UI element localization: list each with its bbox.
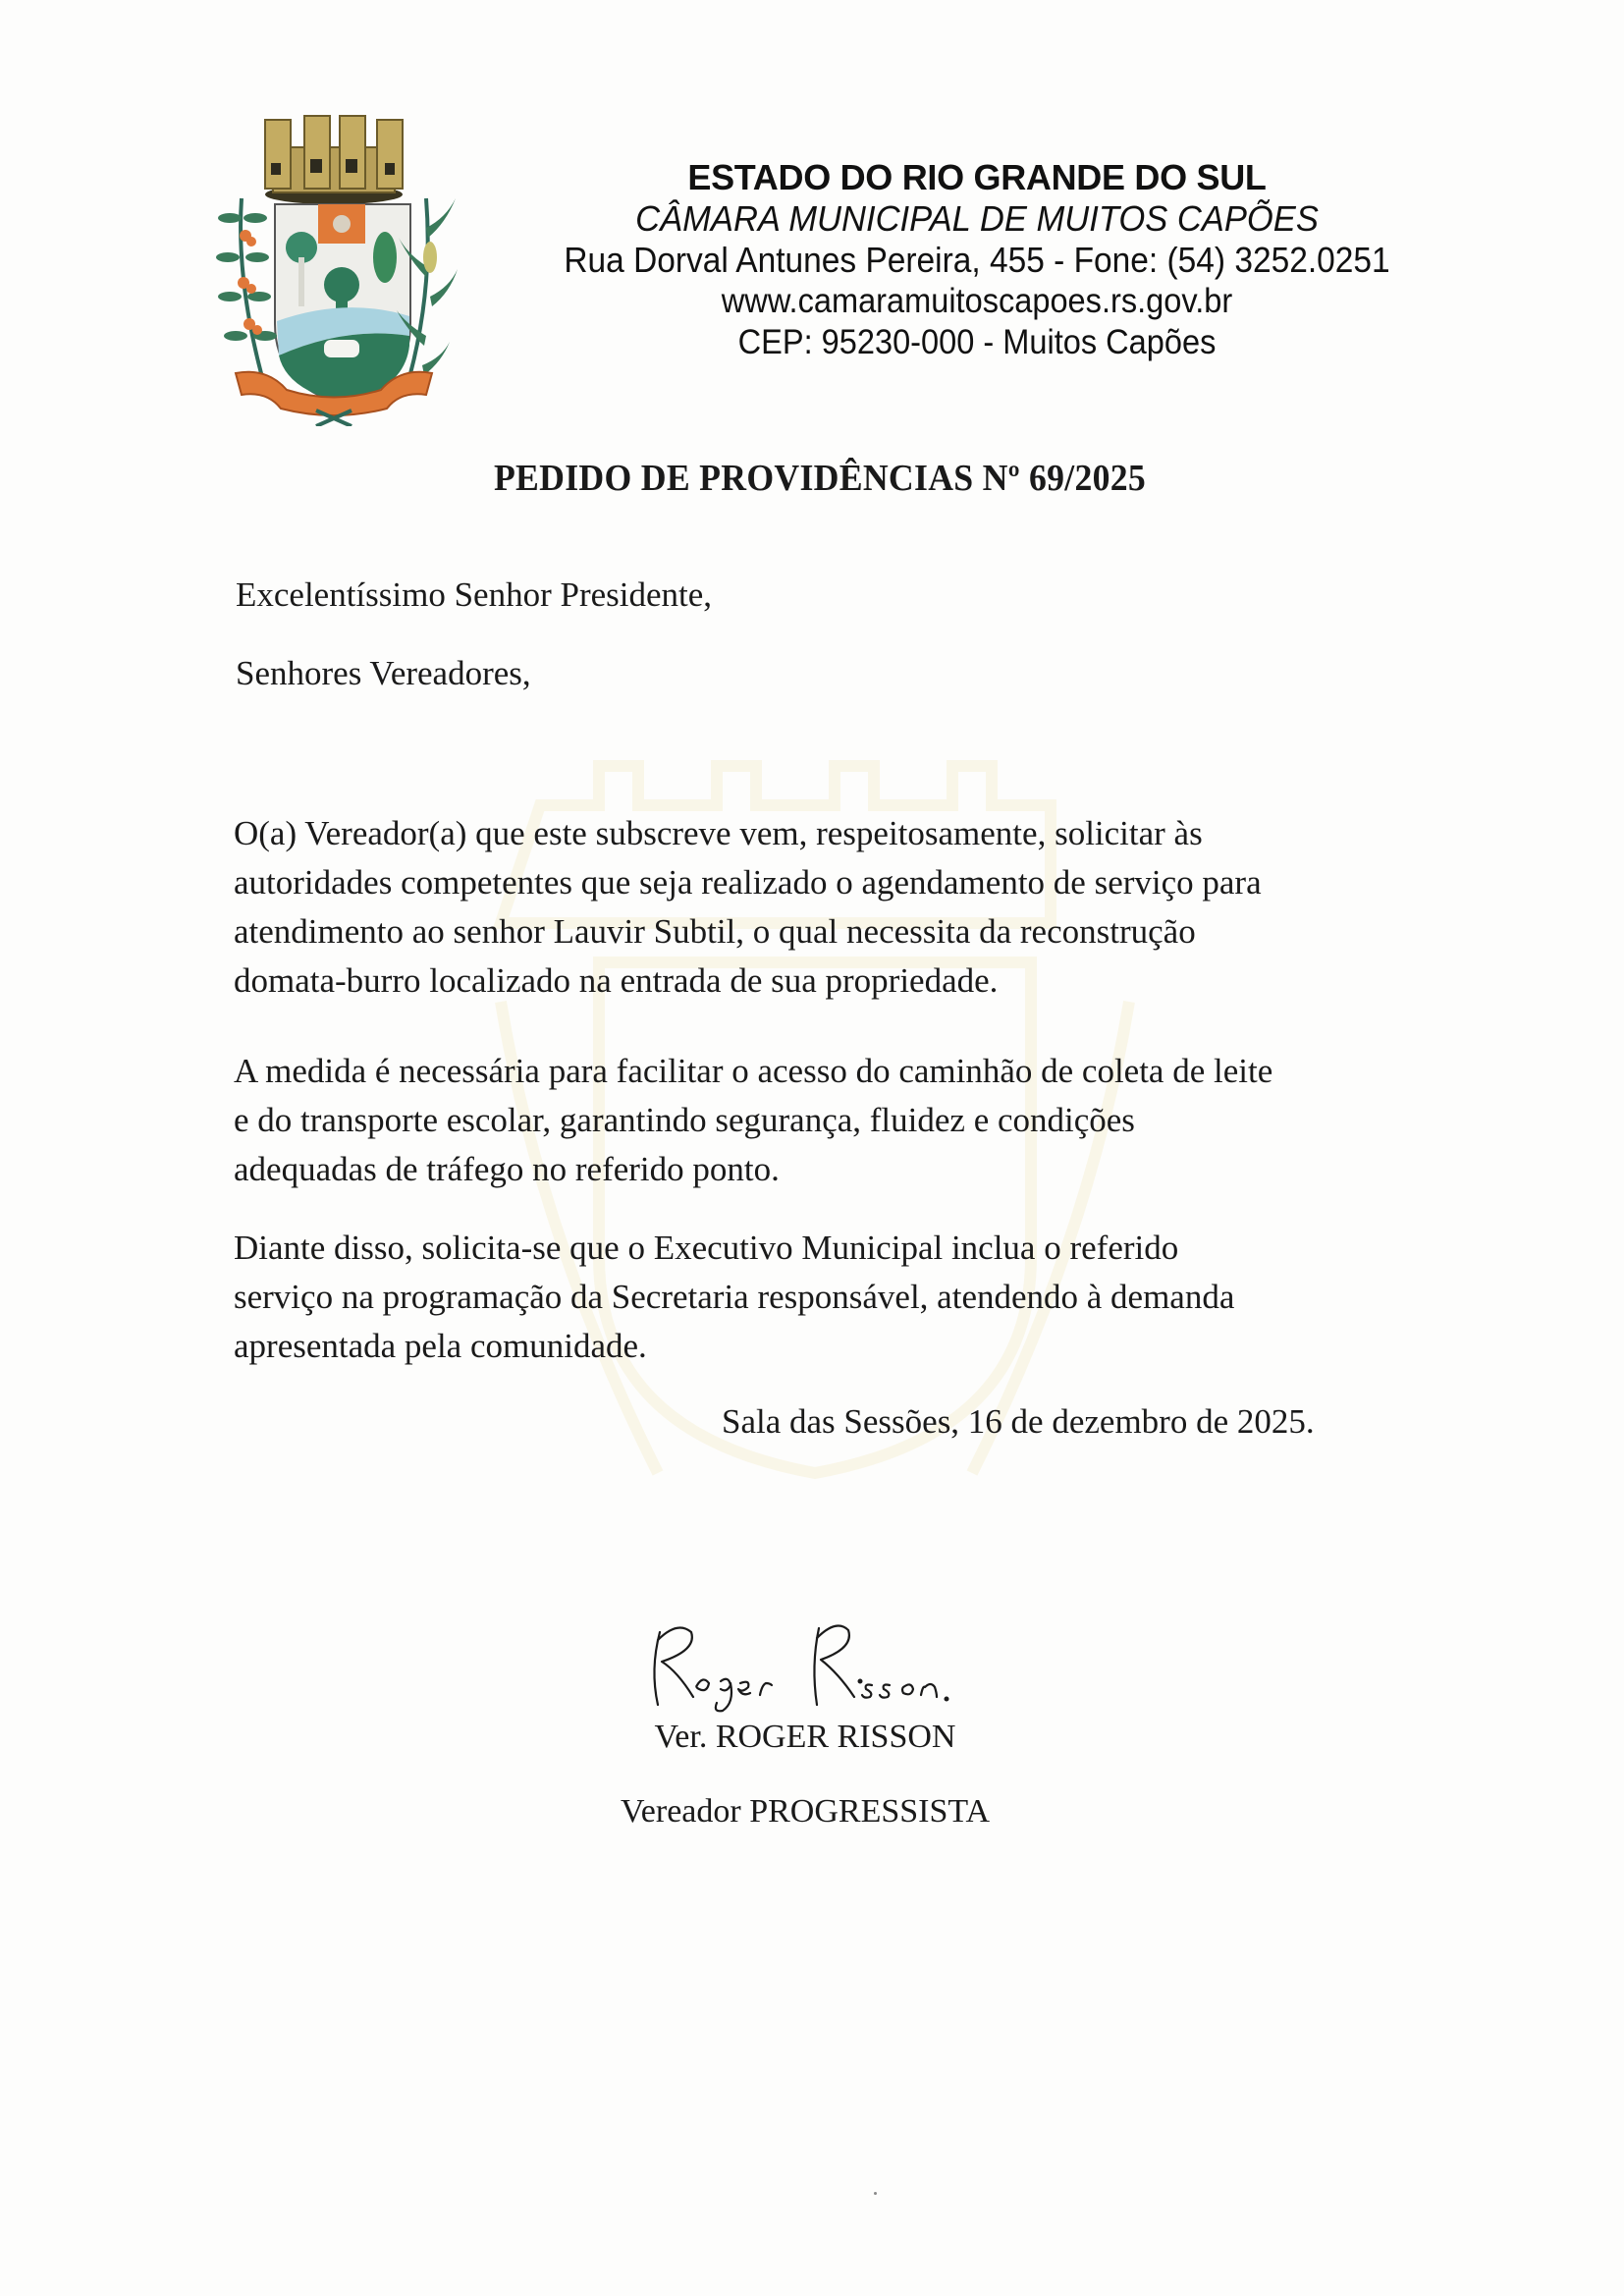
paragraph-line: adequadas de tráfego no referido ponto. <box>234 1150 780 1188</box>
paragraph-line: O(a) Vereador(a) que este subscreve vem, respeitosamente, solicitar às <box>234 814 1203 852</box>
paragraph-line: apresentada pela comunidade. <box>234 1327 647 1365</box>
paragraph-request <box>234 809 1412 1006</box>
paragraph-line: atendimento ao senhor Lauvir Subtil, o qual necessita da reconstrução <box>234 912 1196 951</box>
paragraph-line: Diante disso, solicita-se que o Executivo Municipal inclua o referido <box>234 1229 1179 1267</box>
paragraph-line: serviço na programação da Secretaria responsável, atendendo à demanda <box>234 1278 1235 1316</box>
letterhead-cep: CEP: 95230-000 - Muitos Capões <box>737 323 1217 361</box>
letterhead <box>511 157 1443 363</box>
paragraph-conclusion <box>234 1224 1412 1371</box>
salutation-president: Excelentíssimo Senhor Presidente, <box>236 575 713 614</box>
paragraph-line: autoridades competentes que seja realizado o agendamento de serviço para <box>234 863 1262 902</box>
letterhead-address: Rua Dorval Antunes Pereira, 455 - Fone: (54) 3252.0251 <box>564 240 1390 280</box>
salutation-councilors: Senhores Vereadores, <box>236 654 531 692</box>
branch-left-icon <box>216 198 277 395</box>
document-title: PEDIDO DE PROVIDÊNCIAS Nº 69/2025 <box>493 458 1147 499</box>
date-line: Sala das Sessões, 16 de dezembro de 2025. <box>722 1402 1315 1441</box>
signer-name: Ver. ROGER RISSON <box>654 1719 956 1755</box>
coat-of-arms-logo <box>208 110 460 426</box>
letterhead-chamber: CÂMARA MUNICIPAL DE MUITOS CAPÕES <box>635 198 1319 239</box>
crown-icon <box>265 116 403 204</box>
signer-role: Vereador PROGRESSISTA <box>621 1793 990 1830</box>
scan-speck <box>874 2192 877 2195</box>
paragraph-line: domata-burro localizado na entrada de sua propriedade. <box>234 961 999 1000</box>
paragraph-line: A medida é necessária para facilitar o acesso do caminhão de coleta de leite <box>234 1052 1273 1090</box>
letterhead-website: www.camaramuitoscapoes.rs.gov.br <box>721 282 1233 320</box>
handwritten-signature <box>638 1611 972 1728</box>
paragraph-justification <box>234 1047 1412 1194</box>
shield-icon <box>275 204 410 405</box>
paragraph-line: e do transporte escolar, garantindo segurança, fluidez e condições <box>234 1101 1135 1139</box>
letterhead-state: ESTADO DO RIO GRANDE DO SUL <box>687 157 1267 197</box>
